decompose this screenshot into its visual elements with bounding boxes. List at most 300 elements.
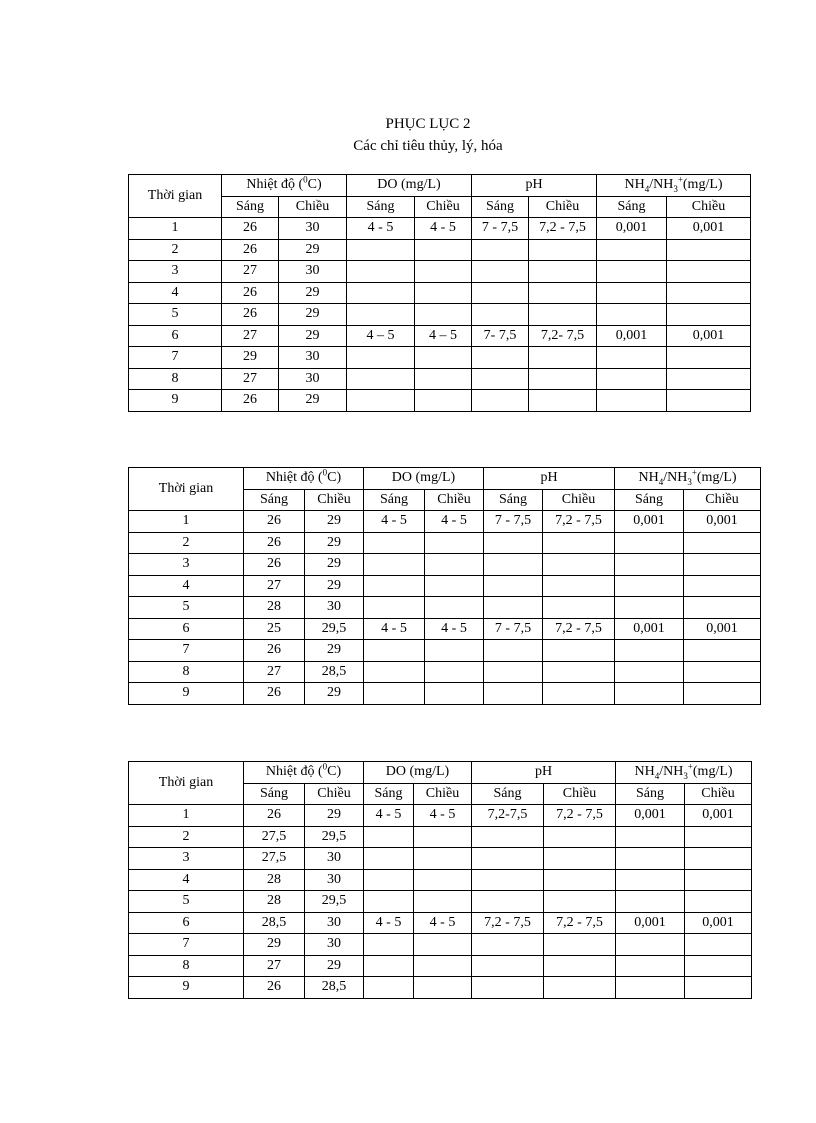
table-cell [414, 891, 472, 913]
ph-label: pH [534, 764, 553, 780]
afternoon-header [684, 489, 761, 511]
table-cell: 29 [279, 390, 347, 412]
time-header [129, 762, 244, 805]
afternoon-label: Chiều [426, 198, 460, 214]
table-cell [347, 390, 415, 412]
table-cell: 26 [244, 554, 305, 576]
table-cell: 29,5 [305, 891, 364, 913]
page-title: PHỤC LỤC 2 [385, 116, 471, 132]
morning-label: Sáng [380, 491, 408, 507]
morning-header [364, 783, 414, 805]
table-cell: 4 - 5 [364, 912, 414, 934]
table-cell: 7 - 7,5 [472, 218, 529, 240]
temperature-header [222, 175, 347, 197]
morning-header [597, 196, 667, 218]
ammonia-superscript: + [691, 467, 697, 478]
table-cell: 1 [129, 511, 244, 533]
table-cell [364, 869, 414, 891]
table-row [129, 347, 751, 369]
ammonia-subscript: 3 [687, 477, 692, 488]
table-cell [597, 282, 667, 304]
table-cell: 28,5 [305, 661, 364, 683]
ammonia-label: /NH [663, 470, 688, 486]
temperature-unit: C) [307, 177, 322, 193]
ph-label: pH [525, 177, 543, 193]
table-cell: 30 [279, 368, 347, 390]
table-cell [364, 532, 425, 554]
ph-header [484, 468, 615, 490]
do-header [364, 762, 472, 784]
table-cell [597, 304, 667, 326]
table-cell [415, 304, 472, 326]
table-cell [597, 390, 667, 412]
morning-header [364, 489, 425, 511]
table-row [129, 955, 752, 977]
table-cell: 29 [244, 934, 305, 956]
table-row [129, 511, 761, 533]
table-cell: 7,2-7,5 [472, 805, 544, 827]
morning-label: Sáng [493, 785, 522, 801]
table-cell: 26 [244, 532, 305, 554]
table-cell: 0,001 [597, 325, 667, 347]
table-cell: 1 [129, 218, 222, 240]
table-cell: 30 [279, 347, 347, 369]
table-cell [484, 575, 543, 597]
table-cell [597, 347, 667, 369]
table-row [129, 805, 752, 827]
table-cell: 9 [129, 390, 222, 412]
table-cell [543, 575, 615, 597]
table-cell: 29 [305, 640, 364, 662]
afternoon-header [305, 489, 364, 511]
ammonia-header [616, 762, 752, 784]
table-row [129, 325, 751, 347]
table-cell [529, 390, 597, 412]
table-cell: 27 [222, 261, 279, 283]
table-cell: 28 [244, 597, 305, 619]
table-cell [472, 848, 544, 870]
table-cell: 27 [244, 955, 305, 977]
table-row [129, 826, 752, 848]
ammonia-unit: (mg/L) [682, 177, 723, 193]
table-cell [685, 848, 752, 870]
ammonia-label: NH [638, 470, 659, 486]
table-cell: 8 [129, 661, 244, 683]
afternoon-label: Chiều [562, 785, 597, 801]
table-cell [472, 977, 544, 999]
table-cell [415, 390, 472, 412]
ph-header [472, 175, 597, 197]
table-cell: 29 [305, 511, 364, 533]
table-cell: 30 [305, 848, 364, 870]
table-row [129, 640, 761, 662]
table-cell [472, 304, 529, 326]
table-cell: 6 [129, 912, 244, 934]
table-cell [364, 640, 425, 662]
table-cell [415, 282, 472, 304]
table-row [129, 891, 752, 913]
temperature-header [244, 762, 364, 784]
table-cell: 26 [244, 805, 305, 827]
table-cell: 26 [244, 511, 305, 533]
table-cell [684, 532, 761, 554]
table-cell [529, 304, 597, 326]
table-row [129, 282, 751, 304]
table-cell [347, 261, 415, 283]
morning-header [222, 196, 279, 218]
ammonia-subscript: 4 [658, 477, 664, 488]
table-cell: 5 [129, 891, 244, 913]
table-cell [425, 532, 484, 554]
table-cell: 6 [129, 618, 244, 640]
page-subtitle: Các chỉ tiêu thủy, lý, hóa [353, 138, 503, 154]
table-cell [616, 955, 685, 977]
table-cell [414, 977, 472, 999]
table-cell [615, 532, 684, 554]
table-cell: 30 [305, 597, 364, 619]
table-cell: 4 - 5 [347, 218, 415, 240]
table-cell: 4 - 5 [364, 511, 425, 533]
table-cell: 29 [305, 683, 364, 705]
table-cell: 26 [222, 304, 279, 326]
table-cell [616, 934, 685, 956]
table-cell: 4 [129, 282, 222, 304]
table-cell [615, 597, 684, 619]
table-cell: 29 [222, 347, 279, 369]
table-cell: 1 [129, 805, 244, 827]
ammonia-superscript: + [687, 761, 693, 772]
table-row [129, 554, 761, 576]
table-row [129, 368, 751, 390]
table-cell [685, 891, 752, 913]
morning-label: Sáng [486, 198, 514, 214]
ammonia-subscript: 3 [683, 771, 688, 782]
table-cell: 4 - 5 [425, 618, 484, 640]
afternoon-header [425, 489, 484, 511]
ammonia-unit: (mg/L) [696, 470, 737, 486]
table-cell: 28,5 [305, 977, 364, 999]
table-cell: 2 [129, 239, 222, 261]
ph-label: pH [540, 470, 558, 486]
table-cell: 4 - 5 [425, 511, 484, 533]
table-cell: 26 [222, 390, 279, 412]
table-cell: 4 - 5 [364, 805, 414, 827]
table-cell [684, 683, 761, 705]
table-row [129, 218, 751, 240]
ammonia-label: /NH [659, 764, 684, 780]
afternoon-header [305, 783, 364, 805]
table-cell [544, 869, 616, 891]
table-cell: 5 [129, 597, 244, 619]
table-cell: 29 [279, 304, 347, 326]
table-cell [364, 661, 425, 683]
temperature-unit: C) [327, 764, 342, 780]
table-cell [616, 869, 685, 891]
table-cell [484, 683, 543, 705]
table-cell [597, 239, 667, 261]
ammonia-subscript: 4 [654, 771, 660, 782]
ammonia-header [615, 468, 761, 490]
ph-header [472, 762, 616, 784]
table-cell: 29 [305, 532, 364, 554]
morning-header [472, 783, 544, 805]
table-cell: 8 [129, 955, 244, 977]
table-cell: 29,5 [305, 826, 364, 848]
table-cell [472, 261, 529, 283]
table-cell [425, 554, 484, 576]
table-cell: 3 [129, 848, 244, 870]
table-cell: 4 – 5 [347, 325, 415, 347]
temperature-label: Nhiệt độ ( [246, 177, 304, 193]
table-cell: 30 [279, 261, 347, 283]
do-label: DO (mg/L) [391, 470, 456, 486]
ammonia-subscript: 4 [644, 184, 650, 195]
table-row [129, 390, 751, 412]
table-cell [472, 934, 544, 956]
table-cell [364, 575, 425, 597]
table-cell [414, 826, 472, 848]
morning-label: Sáng [635, 491, 663, 507]
table-row [129, 532, 761, 554]
morning-header [615, 489, 684, 511]
table-cell [472, 826, 544, 848]
table-row [129, 934, 752, 956]
morning-label: Sáng [236, 198, 264, 214]
table-cell: 29 [305, 955, 364, 977]
table-cell [425, 597, 484, 619]
table-cell: 9 [129, 683, 244, 705]
table-cell: 27,5 [244, 826, 305, 848]
table-cell: 0,001 [615, 618, 684, 640]
table-cell: 26 [244, 977, 305, 999]
header-row [129, 175, 751, 197]
table-cell [685, 977, 752, 999]
table-cell: 4 - 5 [415, 218, 472, 240]
table-row [129, 683, 761, 705]
table-cell: 7,2 - 7,5 [544, 912, 616, 934]
table-cell: 7 - 7,5 [484, 618, 543, 640]
table-cell: 30 [305, 912, 364, 934]
table-cell [364, 934, 414, 956]
table-cell [544, 977, 616, 999]
table-cell [544, 955, 616, 977]
table-cell [615, 661, 684, 683]
ammonia-superscript: + [677, 174, 683, 185]
table-cell [685, 955, 752, 977]
table-cell [364, 826, 414, 848]
table-cell: 4 [129, 869, 244, 891]
morning-header [244, 783, 305, 805]
table-cell [347, 368, 415, 390]
table-cell [615, 640, 684, 662]
table-cell: 4 - 5 [414, 805, 472, 827]
table-cell [472, 368, 529, 390]
table-cell: 4 - 5 [364, 618, 425, 640]
table-cell [543, 554, 615, 576]
table-cell [414, 848, 472, 870]
table-cell: 3 [129, 261, 222, 283]
table-cell [616, 848, 685, 870]
table-cell [472, 239, 529, 261]
table-cell: 26 [222, 282, 279, 304]
table-cell [484, 661, 543, 683]
afternoon-label: Chiều [437, 491, 471, 507]
ammonia-unit: (mg/L) [692, 764, 733, 780]
time-header [129, 468, 244, 511]
table-cell: 4 [129, 575, 244, 597]
morning-label: Sáng [260, 785, 288, 801]
table-cell: 29 [305, 805, 364, 827]
table-cell [529, 282, 597, 304]
table-cell [414, 955, 472, 977]
table-cell [415, 368, 472, 390]
table-cell [616, 891, 685, 913]
table-cell [684, 661, 761, 683]
table-cell [616, 826, 685, 848]
afternoon-label: Chiều [701, 785, 735, 801]
table-cell [472, 347, 529, 369]
table-cell [597, 261, 667, 283]
table-cell: 26 [244, 640, 305, 662]
table-cell: 7,2 - 7,5 [472, 912, 544, 934]
table-cell: 7 [129, 640, 244, 662]
table-cell [364, 977, 414, 999]
afternoon-label: Chiều [317, 785, 351, 801]
table-cell [529, 261, 597, 283]
table-cell: 29 [305, 554, 364, 576]
ammonia-subscript: 3 [673, 184, 678, 195]
table-cell: 7,2 - 7,5 [543, 618, 615, 640]
afternoon-label: Chiều [317, 491, 351, 507]
table-cell: 7,2 - 7,5 [544, 805, 616, 827]
table-cell: 28,5 [244, 912, 305, 934]
do-header [347, 175, 472, 197]
table-cell: 30 [305, 869, 364, 891]
time-header-label: Thời gian [158, 481, 214, 496]
table-cell [484, 597, 543, 619]
table-cell [415, 261, 472, 283]
temperature-label: Nhiệt độ ( [265, 764, 323, 780]
table-cell [414, 869, 472, 891]
table-cell: 0,001 [684, 618, 761, 640]
table-cell [543, 683, 615, 705]
table-cell: 7,2 - 7,5 [543, 511, 615, 533]
table-cell: 0,001 [667, 325, 751, 347]
table-cell [684, 640, 761, 662]
table-cell [484, 532, 543, 554]
table-cell: 27 [222, 325, 279, 347]
table-cell: 4 – 5 [415, 325, 472, 347]
table-cell [667, 261, 751, 283]
ammonia-label: NH [624, 177, 645, 193]
morning-header [244, 489, 305, 511]
table-cell [484, 554, 543, 576]
table-cell: 29 [279, 282, 347, 304]
table-cell [667, 239, 751, 261]
table-cell [615, 554, 684, 576]
morning-label: Sáng [366, 198, 395, 214]
table-cell [667, 282, 751, 304]
table-cell: 7,2 - 7,5 [529, 218, 597, 240]
table-cell [472, 955, 544, 977]
table-cell [684, 597, 761, 619]
table-cell: 30 [279, 218, 347, 240]
table-cell [425, 683, 484, 705]
table-cell [685, 869, 752, 891]
afternoon-header [414, 783, 472, 805]
table-cell [414, 934, 472, 956]
table-cell: 29,5 [305, 618, 364, 640]
table-row [129, 869, 752, 891]
morning-header [347, 196, 415, 218]
afternoon-label: Chiều [295, 198, 330, 214]
afternoon-header [279, 196, 347, 218]
table-cell: 30 [305, 934, 364, 956]
table-cell [364, 891, 414, 913]
table-cell: 9 [129, 977, 244, 999]
table-cell: 8 [129, 368, 222, 390]
table-cell: 2 [129, 532, 244, 554]
degree-superscript: 0 [322, 467, 328, 478]
table-cell: 0,001 [615, 511, 684, 533]
ammonia-label: /NH [649, 177, 674, 193]
table-cell [529, 347, 597, 369]
table-cell [364, 683, 425, 705]
table-cell: 7- 7,5 [472, 325, 529, 347]
table-cell: 0,001 [685, 805, 752, 827]
table-cell: 0,001 [597, 218, 667, 240]
table-cell [472, 891, 544, 913]
table-cell [685, 934, 752, 956]
table-cell [472, 390, 529, 412]
table-cell: 0,001 [684, 511, 761, 533]
header-row [129, 468, 761, 490]
morning-header [472, 196, 529, 218]
table-row [129, 661, 761, 683]
table-cell: 29 [305, 575, 364, 597]
table-cell [425, 575, 484, 597]
morning-label: Sáng [636, 785, 664, 801]
table-cell [544, 891, 616, 913]
table-cell: 27 [244, 661, 305, 683]
table-cell [364, 597, 425, 619]
table-cell [667, 390, 751, 412]
time-header-label: Thời gian [147, 188, 203, 203]
water-quality-table [128, 761, 752, 999]
temperature-label: Nhiệt độ ( [265, 470, 323, 486]
table-cell [415, 347, 472, 369]
table-cell: 29 [279, 239, 347, 261]
do-label: DO (mg/L) [385, 764, 450, 780]
table-row [129, 912, 752, 934]
table-cell [472, 282, 529, 304]
afternoon-header [543, 489, 615, 511]
table-row [129, 848, 752, 870]
time-header [129, 175, 222, 218]
table-cell: 29 [279, 325, 347, 347]
table-cell: 6 [129, 325, 222, 347]
morning-header [616, 783, 685, 805]
table-cell [364, 848, 414, 870]
temperature-header [244, 468, 364, 490]
afternoon-label: Chiều [561, 491, 596, 507]
afternoon-header [415, 196, 472, 218]
afternoon-label: Chiều [425, 785, 460, 801]
subheader-row [129, 196, 751, 218]
ammonia-header [597, 175, 751, 197]
morning-label: Sáng [260, 491, 288, 507]
table-cell [543, 532, 615, 554]
